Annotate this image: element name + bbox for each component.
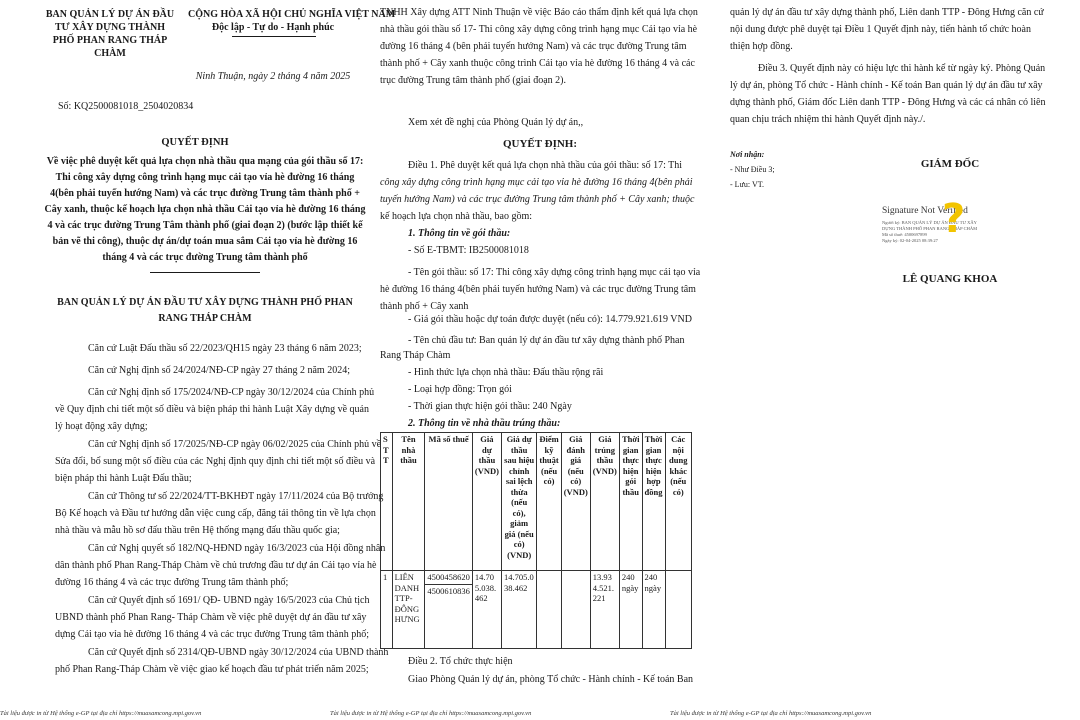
article1-line: Điều 1. Phê duyệt kết quả lựa chọn nhà thầu của gói thầu: số 17: Thi [408,160,683,171]
article3-line: quan chịu trách nhiệm thi hành Quyết định này./. [730,114,926,125]
intro-line: nhà thầu gói thầu số 17- Thi công xây dựng công trình hạng mục Cải tạo vỉa hè [380,24,698,35]
basis-line: Căn cứ Nghị quyết số 182/NQ-HĐND ngày 16/3/2023 của Hội đồng nhân [88,543,386,554]
subject-line: bản vẽ thi công), thuộc dự án/dự toán mua sắm Cải tạo vỉa hè đường 16 [52,236,358,247]
proposal-line: Xem xét đề nghị của Phòng Quản lý dự án,, [408,117,584,128]
basis-line: Bộ Kế hoạch và Đầu tư hướng dẫn việc cung cấp, đăng tải thông tin về lựa chọn [55,508,376,519]
info-line: hè đường 16 tháng 4(bên phải tuyến hướng Nam) và các trục đường Trung tâm [380,284,696,295]
cell-package-time: 240 ngày [619,571,642,649]
page2-footer: Tài liệu được in từ Hệ thống e-GP tại địa chỉ https://muasamcong.mpi.gov.vn [330,710,532,717]
subject-line: 4 và các trục đường Trung Tâm thành phố (giai đoạn 2) (bước lập thiết kế [47,220,363,231]
article1-line: tuyến hướng Nam) và các trục đường Trung tâm thành phố + Cây xanh; thuộc [380,194,695,205]
header-eval-price: Giá đánh giá (nếu có) (VND) [561,433,590,571]
basis-line: về Quy định chi tiết một số điều và biện pháp thi hành Luật Xây dựng về quản [55,404,369,415]
signature-status: Signature Not Verified [882,206,968,216]
recipient-item: - Lưu: VT. [730,180,765,189]
org-name-line3: PHỐ PHAN RANG THÁP [52,35,168,46]
basis-line: Căn cứ Thông tư số 22/2024/TT-BKHĐT ngày 17/11/2024 của Bộ trưởng [88,491,384,502]
continuation-line: nội dung được phê duyệt tại Điều 1 Quyết định này, tiến hành tổ chức hoàn [730,24,1031,35]
info-line: - Hình thức lựa chọn nhà thầu: Đấu thầu rộng rãi [408,367,604,378]
nation-title: CỘNG HÒA XÃ HỘI CHỦ NGHĨA VIỆT NAM [188,9,396,20]
page1-footer: Tài liệu được in từ Hệ thống e-GP tại địa chỉ https://muasamcong.mpi.gov.vn [0,710,202,717]
cell-other [665,571,691,649]
continuation-line: quản lý dự án đầu tư xây dựng thành phố, Liên danh TTP - Đông Hưng căn cứ [730,7,1044,18]
signature-detail: Mã số thuế: 4500697899 [882,232,927,237]
tax-code-1: 4500458620 [425,571,472,585]
authority-line: RANG THÁP CHÀM [158,313,252,324]
basis-line: Căn cứ Nghị định số 17/2025/NĐ-CP ngày 06/02/2025 của Chính phủ về [88,439,382,450]
subject-line: Cây xanh, thuộc kế hoạch lựa chọn nhà thầu Cải tạo vỉa hè đường 16 tháng [44,204,366,215]
intro-line: trục đường Trung tâm thành phố (giai đoạn 2). [380,75,566,86]
basis-line: lý hoạt động xây dựng; [55,421,148,432]
basis-line: Sửa đổi, bổ sung một số điều của các Nghị định quy định chi tiết một số điều và [55,456,376,467]
header-adjusted-price: Giá dự thầu sau hiệu chỉnh sai lệch thừa (nếu có), giảm giá (nếu có) (VND) [501,433,536,571]
signature-detail: Người ký: BAN QUẢN LÝ DỰ ÁN ĐẦU TƯ XÂY [882,220,977,225]
article3-line: lý dự án, phòng Tổ chức - Hành chính - Kế toán Ban quản lý dự án đầu tư xây [730,80,1043,91]
authority-line: BAN QUẢN LÝ DỰ ÁN ĐẦU TƯ XÂY DỰNG THÀNH PHỐ PHAN [57,297,353,308]
basis-line: UBND thành phố Phan Rang- Tháp Chàm về việc phê duyệt dự án đầu tư xây [55,612,367,623]
article1-line: kế hoạch lựa chọn nhà thầu, bao gồm: [380,211,533,222]
decision-title: QUYẾT ĐỊNH [161,137,229,148]
basis-line: phố Phan Rang-Tháp Chàm về việc giao kế hoạch đầu tư phát triển năm 2025; [55,664,369,675]
cell-eval-price [561,571,590,649]
header-stt: S T T [381,433,393,571]
subject-line: Về việc phê duyệt kết quả lựa chọn nhà thầu qua mạng của gói thầu số 17: [46,156,364,167]
cell-bid-price: 14.705.038.462 [472,571,501,649]
cell-tech-score [537,571,561,649]
info-line: - Loại hợp đồng: Trọn gói [408,384,512,395]
cell-contract-time: 240 ngày [642,571,665,649]
winner-table [380,432,692,649]
info-line: - Số E-TBMT: IB2500081018 [408,245,529,256]
intro-line: TNHH Xây dựng ATT Ninh Thuận về việc Báo cáo thẩm định kết quả lựa chọn [380,7,698,18]
decide-title: QUYẾT ĐỊNH: [502,138,578,150]
subject-line: 4(bên phải tuyến hướng Nam) và các trục đường Trung tâm thành phố + [50,188,360,199]
table-header-row [381,433,692,571]
document-page-2 [360,0,720,710]
unverified-signature-icon: ? [942,196,966,242]
org-name-line1: BAN QUẢN LÝ DỰ ÁN ĐẦU [45,9,175,20]
intro-line: đường 16 tháng 4 (bên phải tuyến hướng Nam) và các trục đường Trung tâm [380,41,687,52]
basis-line: biện pháp thi hành Luật Đấu thầu; [55,473,192,484]
motto-underline [232,36,316,37]
article1-line: công xây dựng công trình hạng mục cải tạo vỉa hè đường 16 tháng 4(bên phải [380,177,693,188]
header-contract-time: Thời gian thực hiện hợp đồng [642,433,665,571]
info-line: - Tên chủ đầu tư: Ban quản lý dự án đầu tư xây dựng thành phố Phan [408,335,685,346]
header-other: Các nội dung khác (nếu có) [665,433,691,571]
signature-detail: Ngày ký: 02-04-2025 08:39:27 [882,238,938,243]
header-contractor: Tên nhà thầu [392,433,425,571]
recipients-title: Nơi nhận: [730,150,765,159]
cell-award-price: 13.934.521.221 [590,571,619,649]
document-page-3 [720,0,1080,710]
article2-body: Giao Phòng Quản lý dự án, phòng Tổ chức - Hành chính - Kế toán Ban [408,674,694,685]
info-line: thành phố + Cây xanh [380,301,469,312]
info-heading: 1. Thông tin về gói thầu: [408,228,511,239]
cell-contractor-name: LIÊN DANH TTP-ĐÔNG HƯNG [392,571,425,649]
article3-line: Điều 3. Quyết định này có hiệu lực thi hành kể từ ngày ký. Phòng Quản [758,63,1046,74]
cell-tax-codes [425,571,473,649]
basis-line: dân thành phố Phan Rang-Tháp Chàm về chủ trương đầu tư dự án Cải tạo vỉa hè [55,560,377,571]
info-line: Rang Tháp Chàm [380,350,451,361]
org-name-line4: CHÀM [94,48,126,59]
recipient-item: - Như Điều 3; [730,165,775,174]
signer-title: GIÁM ĐỐC [920,158,980,170]
tax-code-2: 4500610836 [427,585,470,596]
basis-line: Căn cứ Nghị định số 175/2024/NĐ-CP ngày 30/12/2024 của Chính phủ [88,387,375,398]
page3-footer: Tài liệu được in từ Hệ thống e-GP tại địa chỉ https://muasamcong.mpi.gov.vn [670,710,872,717]
document-number: Số: KQ2500081018_2504020834 [58,101,194,112]
signer-name: LÊ QUANG KHOA [902,273,998,285]
basis-line: đường 16 tháng 4 và các trục đường Trung tâm thành phố; [55,577,289,588]
date-line: Ninh Thuận, ngày 2 tháng 4 năm 2025 [195,71,351,82]
table-row [381,571,692,649]
cell-stt: 1 [381,571,393,649]
header-tax-code: Mã số thuế [425,433,473,571]
basis-line: dựng Cải tạo vỉa hè đường 16 tháng 4 và các trục đường Trung tâm thành phố; [55,629,370,640]
basis-line: nhà thầu và mẫu hồ sơ đấu thầu trên Hệ thống mạng đấu thầu quốc gia; [55,525,340,536]
basis-line: Căn cứ Luật Đấu thầu số 22/2023/QH15 ngày 23 tháng 6 năm 2023; [88,343,362,354]
winner-heading: 2. Thông tin về nhà thầu trúng thầu: [408,418,561,429]
header-package-time: Thời gian thực hiện gói thầu [619,433,642,571]
intro-line: thành phố + Cây xanh thuộc công trình Cải tạo vỉa hè đường 16 tháng 4 và các [380,58,695,69]
org-name-line2: TƯ XÂY DỰNG THÀNH [54,22,166,33]
header-bid-price: Giá dự thầu (VND) [472,433,501,571]
subject-line: tháng 4 và các trục đường Trung tâm thành phố [102,252,308,263]
continuation-line: thiện hợp đồng. [730,41,793,52]
info-line: - Giá gói thầu hoặc dự toán được duyệt (nếu có): 14.779.921.619 VND [408,314,692,325]
header-award-price: Giá trúng thầu (VND) [590,433,619,571]
nation-motto: Độc lập - Tự do - Hạnh phúc [211,22,335,33]
subject-divider [150,272,260,273]
subject-line: Thi công xây dựng công trình hạng mục cải tạo vỉa hè đường 16 tháng [55,172,355,183]
article3-line: dựng thành phố, Giám đốc Liên danh TTP - Đông Hưng và các cá nhân có liên [730,97,1046,108]
cell-adjusted-price: 14.705.038.462 [501,571,536,649]
basis-line: Căn cứ Quyết định số 2314/QĐ-UBND ngày 30/12/2024 của UBND thành [88,647,389,658]
article2-title: Điều 2. Tổ chức thực hiện [408,656,513,667]
header-tech-score: Điểm kỹ thuật (nếu có) [537,433,561,571]
signature-detail: DỰNG THÀNH PHỐ PHAN RANG-THÁP CHÀM [882,226,978,231]
basis-line: Căn cứ Nghị định số 24/2024/NĐ-CP ngày 27 tháng 2 năm 2024; [88,365,350,376]
basis-line: Căn cứ Quyết định số 1691/ QĐ- UBND ngày 16/5/2023 của Chủ tịch [88,595,370,606]
info-line: - Thời gian thực hiện gói thầu: 240 Ngày [408,401,572,412]
info-line: - Tên gói thầu: số 17: Thi công xây dựng công trình hạng mục cải tạo vỉa [408,267,701,278]
